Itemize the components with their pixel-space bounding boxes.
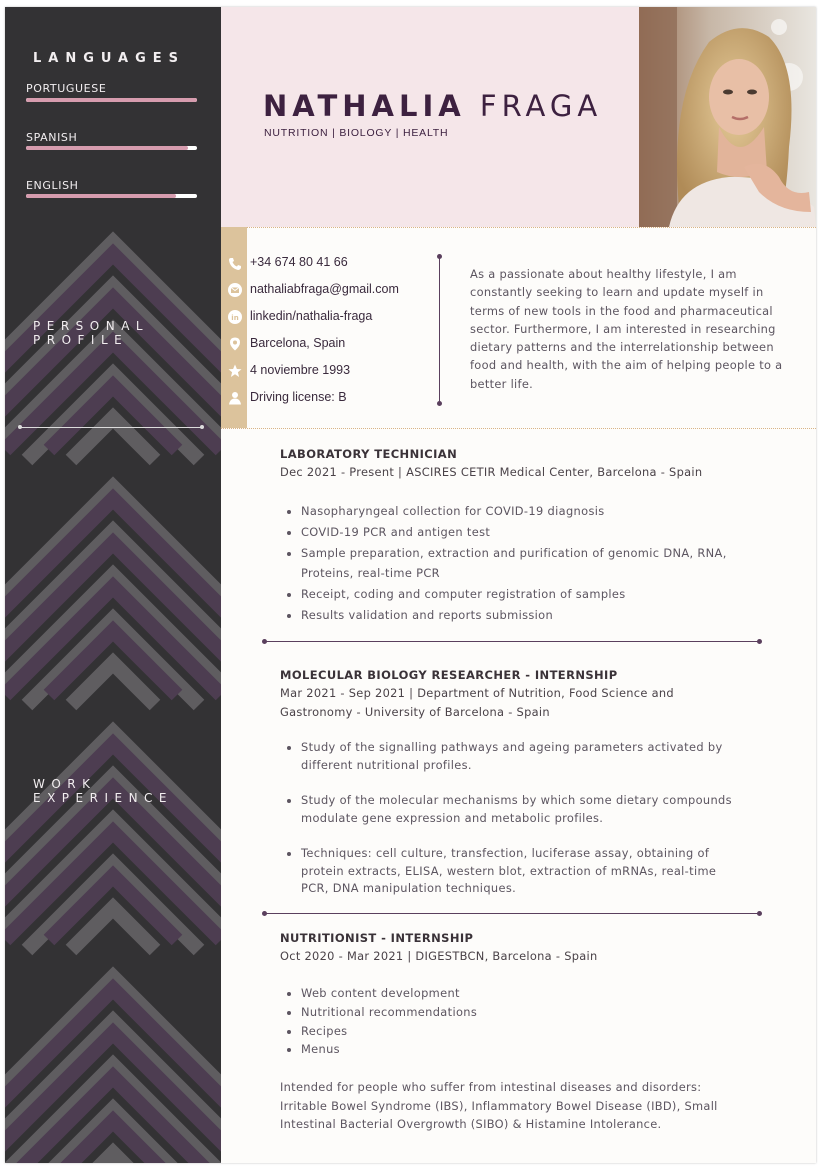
- profile-photo: [639, 7, 816, 227]
- contact-license: Driving license: B: [250, 390, 347, 404]
- last-name: FRAGA: [479, 89, 603, 123]
- job-meta: Mar 2021 - Sep 2021 | Department of Nutrition, Food Science and Gastronomy - University of Barcelona - Spain: [280, 686, 674, 719]
- list-item: • Nasopharyngeal collection for COVID-19 diagnosis: [301, 501, 771, 522]
- job-divider: [264, 641, 760, 642]
- job-note: Intended for people who suffer from intestinal diseases and disorders: Irritable Bowel Syndrome (IBS), Inflammatory Bowel Disease (IBD), Small Intestinal Bacterial Overgrowth (SIBO) & Histamine Intolerance.: [280, 1080, 718, 1131]
- list-item: • Study of the signalling pathways and ageing parameters activated by different nutritional profiles.: [301, 739, 741, 774]
- first-name: NATHALIA: [263, 89, 466, 123]
- personal-profile-text: As a passionate about healthy lifestyle, I am constantly seeking to learn and update myself in terms of new tools in the food and pharmaceutical sector. Furthermore, I am interested in researching dietary patterns and the interrelationship between food and health, with the aim of helping people to a better life.: [470, 267, 783, 391]
- job-bullets: [284, 501, 771, 626]
- work-experience-title: WORK EXPERIENCE: [33, 777, 174, 805]
- personal-profile-title: PERSONAL PROFILE: [33, 319, 150, 347]
- phone-icon: [228, 257, 242, 271]
- tagline: NUTRITION | BIOLOGY | HEALTH: [264, 127, 449, 139]
- sidebar: [5, 7, 221, 1163]
- list-item: • Study of the molecular mechanisms by which some dietary compounds modulate gene expression and metabolic profiles.: [301, 792, 741, 827]
- list-item: • Web content development: [301, 984, 741, 1003]
- job-divider: [264, 913, 760, 914]
- contact-divider: [439, 257, 440, 403]
- header-divider: [221, 227, 816, 228]
- language-bar: [26, 194, 197, 198]
- person-icon: [228, 391, 242, 405]
- star-icon: [228, 364, 242, 378]
- contact-birthdate: 4 noviembre 1993: [250, 363, 351, 377]
- contact-phone: +34 674 80 41 66: [250, 255, 348, 269]
- language-name: SPANISH: [26, 131, 78, 144]
- contact-email: nathaliabfraga@gmail.com: [250, 282, 399, 296]
- candidate-name: [263, 89, 602, 123]
- job-title: LABORATORY TECHNICIAN: [280, 447, 458, 461]
- list-item: • Nutritional recommendations: [301, 1003, 741, 1022]
- job-title: NUTRITIONIST - INTERNSHIP: [280, 931, 474, 945]
- job-meta: Oct 2020 - Mar 2021 | DIGESTBCN, Barcelona - Spain: [280, 949, 598, 963]
- list-item: • Results validation and reports submission: [301, 605, 771, 626]
- language-name: ENGLISH: [26, 179, 79, 192]
- list-item: • Receipt, coding and computer registration of samples: [301, 584, 771, 605]
- location-icon: [228, 337, 242, 351]
- language-bar: [26, 98, 197, 102]
- list-item: • Menus: [301, 1040, 741, 1059]
- job-title: MOLECULAR BIOLOGY RESEARCHER - INTERNSHIP: [280, 668, 618, 682]
- contact-location: Barcelona, Spain: [250, 336, 346, 350]
- language-name: PORTUGUESE: [26, 82, 107, 95]
- list-item: • Recipes: [301, 1022, 741, 1041]
- languages-section: [5, 7, 221, 230]
- sidebar-divider: [20, 427, 202, 428]
- job-bullets: [284, 984, 741, 1059]
- linkedin-icon: [228, 310, 242, 324]
- job-bullets: [284, 739, 741, 898]
- list-item: • Techniques: cell culture, transfection, luciferase assay, obtaining of protein extracts, ELISA, western blot, extraction of mRNAs, real-time PCR, DNA manipulation techniques.: [301, 845, 741, 898]
- list-item: • Sample preparation, extraction and purification of genomic DNA, RNA, Proteins, real-time PCR: [301, 543, 771, 585]
- language-bar: [26, 146, 197, 150]
- svg-text:in: in: [231, 314, 239, 322]
- resume-page: [5, 7, 816, 1163]
- profile-divider: [221, 428, 816, 429]
- header: [221, 7, 639, 227]
- job-meta: Dec 2021 - Present | ASCIRES CETIR Medical Center, Barcelona - Spain: [280, 465, 703, 479]
- languages-title: LANGUAGES: [33, 51, 186, 66]
- list-item: • COVID-19 PCR and antigen test: [301, 522, 771, 543]
- contact-linkedin: linkedin/nathalia-fraga: [250, 309, 373, 323]
- email-icon: [228, 283, 242, 297]
- chevron-pattern: [5, 230, 221, 1163]
